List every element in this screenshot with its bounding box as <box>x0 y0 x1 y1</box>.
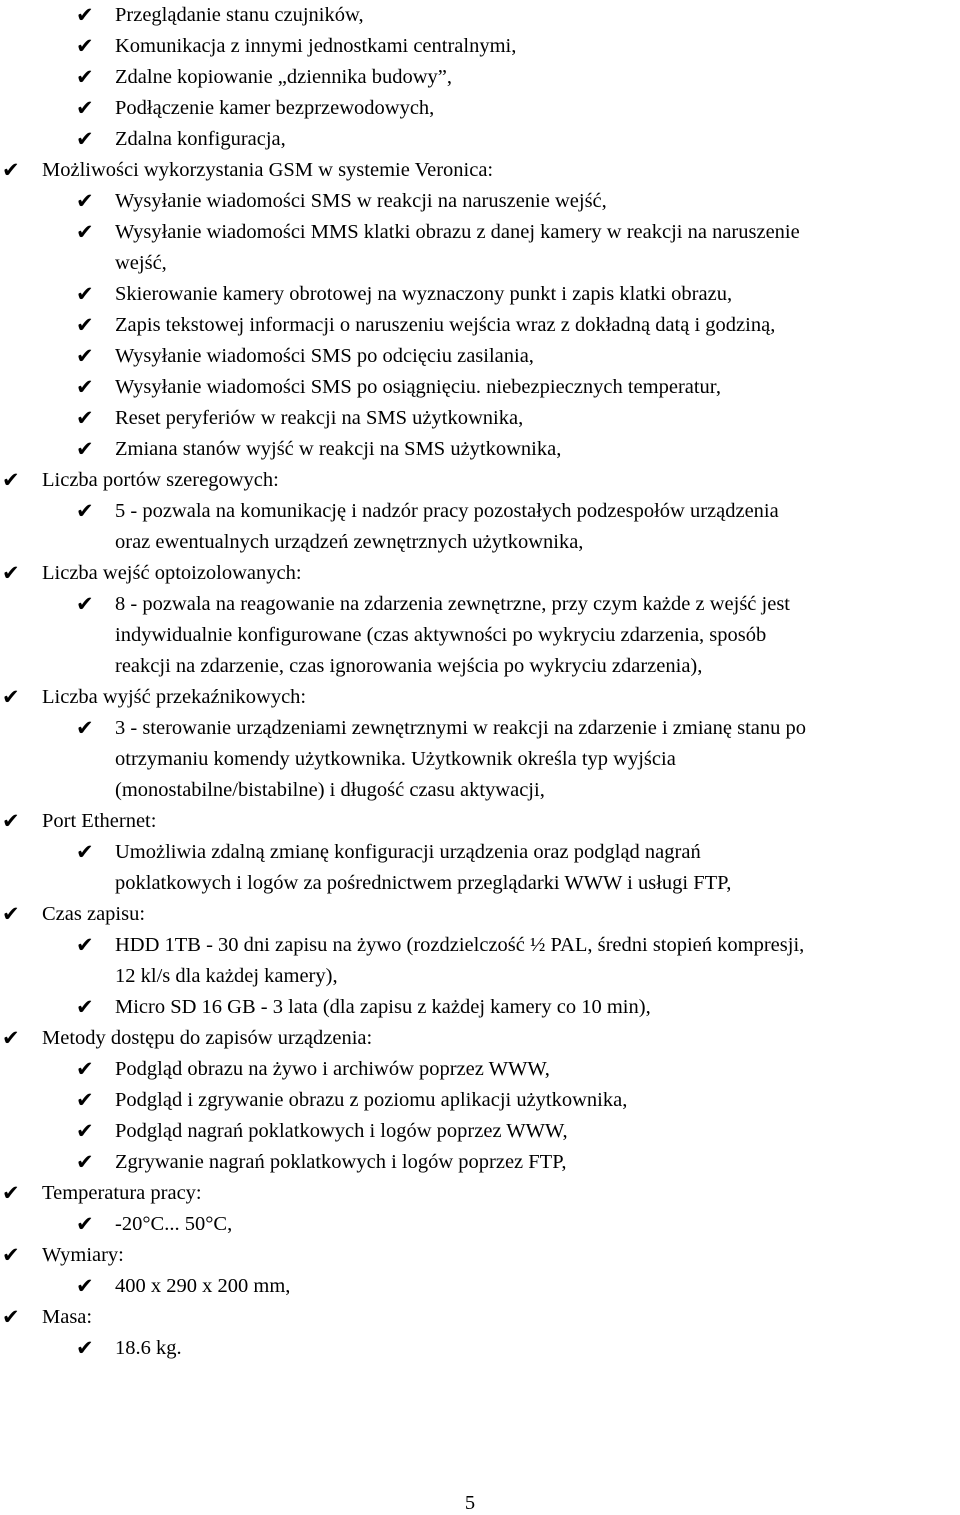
list-item-continuation <box>0 527 960 558</box>
list-item-text: 3 - sterowanie urządzeniami zewnętrznymi w reakcji na zdarzenie i zmianę stanu po <box>115 717 806 739</box>
list-item-text: otrzymaniu komendy użytkownika. Użytkownik określa typ wyjścia <box>115 748 676 770</box>
list-item <box>0 124 960 155</box>
list-item-text: Możliwości wykorzystania GSM w systemie Veronica: <box>42 159 494 181</box>
list-item-text: wejść, <box>115 252 167 274</box>
list-item-text: 400 x 290 x 200 mm, <box>115 1275 291 1297</box>
list-item-continuation <box>0 248 960 279</box>
list-item <box>0 341 960 372</box>
checkmark-icon: ✔ <box>76 1274 94 1298</box>
list-item-heading <box>0 682 960 713</box>
list-item-heading <box>0 465 960 496</box>
list-item-text: Umożliwia zdalną zmianę konfiguracji urządzenia oraz podgląd nagrań <box>115 841 701 863</box>
checkmark-icon: ✔ <box>76 499 94 523</box>
list-item-text: indywidualnie konfigurowane (czas aktywności po wykryciu zdarzenia, sposób <box>115 624 767 646</box>
checkmark-icon: ✔ <box>76 3 94 27</box>
list-item-text: Masa: <box>42 1306 93 1328</box>
list-item <box>0 310 960 341</box>
list-item-continuation <box>0 961 960 992</box>
checkmark-icon: ✔ <box>76 127 94 151</box>
list-item-text: Zapis tekstowej informacji o naruszeniu wejścia wraz z dokładną datą i godziną, <box>115 314 776 336</box>
list-item-text: Reset peryferiów w reakcji na SMS użytkownika, <box>115 407 524 429</box>
list-item <box>0 713 960 744</box>
list-item-heading <box>0 558 960 589</box>
checkmark-icon: ✔ <box>76 189 94 213</box>
list-item-text: Czas zapisu: <box>42 903 146 925</box>
list-item-text: Wysyłanie wiadomości SMS po odcięciu zasilania, <box>115 345 534 367</box>
checkmark-icon: ✔ <box>76 96 94 120</box>
list-item-text: oraz ewentualnych urządzeń zewnętrznych użytkownika, <box>115 531 584 553</box>
list-item <box>0 372 960 403</box>
checkmark-icon: ✔ <box>2 561 20 585</box>
list-item <box>0 1116 960 1147</box>
checkmark-icon: ✔ <box>2 1305 20 1329</box>
checkmark-icon: ✔ <box>76 1212 94 1236</box>
list-item-text: -20°C... 50°C, <box>115 1213 233 1235</box>
list-item <box>0 217 960 248</box>
checkmark-icon: ✔ <box>2 809 20 833</box>
list-item <box>0 93 960 124</box>
list-item-text: reakcji na zdarzenie, czas ignorowania wejścia po wykryciu zdarzenia), <box>115 655 703 677</box>
list-item-text: poklatkowych i logów za pośrednictwem przeglądarki WWW i usługi FTP, <box>115 872 732 894</box>
list-item-text: Micro SD 16 GB - 3 lata (dla zapisu z każdej kamery co 10 min), <box>115 996 651 1018</box>
checkmark-icon: ✔ <box>76 344 94 368</box>
list-item <box>0 1085 960 1116</box>
checkmark-icon: ✔ <box>76 437 94 461</box>
checkmark-icon: ✔ <box>2 685 20 709</box>
list-item-continuation <box>0 620 960 651</box>
list-item <box>0 930 960 961</box>
checkmark-icon: ✔ <box>76 1088 94 1112</box>
list-item <box>0 1209 960 1240</box>
list-item-heading <box>0 1240 960 1271</box>
list-item-heading <box>0 1023 960 1054</box>
checkmark-icon: ✔ <box>2 1181 20 1205</box>
list-item-heading <box>0 155 960 186</box>
list-item-text: Zdalne kopiowanie „dziennika budowy”, <box>115 66 452 88</box>
list-item-text: Przeglądanie stanu czujników, <box>115 4 364 26</box>
list-item <box>0 837 960 868</box>
list-item <box>0 279 960 310</box>
list-item-text: Zmiana stanów wyjść w reakcji na SMS użytkownika, <box>115 438 562 460</box>
list-item <box>0 1271 960 1302</box>
list-item <box>0 0 960 31</box>
list-item-text: Port Ethernet: <box>42 810 157 832</box>
checkmark-icon: ✔ <box>76 1057 94 1081</box>
checkmark-icon: ✔ <box>76 65 94 89</box>
list-item-text: Wysyłanie wiadomości SMS w reakcji na naruszenie wejść, <box>115 190 607 212</box>
list-item-text: Wysyłanie wiadomości SMS po osiągnięciu. niebezpiecznych temperatur, <box>115 376 721 398</box>
list-item-heading <box>0 806 960 837</box>
list-item-heading <box>0 1302 960 1333</box>
list-item-text: 12 kl/s dla każdej kamery), <box>115 965 338 987</box>
page-number: 5 <box>464 1492 476 1514</box>
list-item-continuation <box>0 775 960 806</box>
list-item-continuation <box>0 868 960 899</box>
list-item-text: 18.6 kg. <box>115 1337 182 1359</box>
list-item-text: Temperatura pracy: <box>42 1182 202 1204</box>
list-item-text: Zdalna konfiguracja, <box>115 128 286 150</box>
list-item-text: Podłączenie kamer bezprzewodowych, <box>115 97 435 119</box>
list-item-continuation <box>0 651 960 682</box>
checkmark-icon: ✔ <box>76 1150 94 1174</box>
list-item-text: Podgląd obrazu na żywo i archiwów poprzez WWW, <box>115 1058 550 1080</box>
list-item-text: Podgląd nagrań poklatkowych i logów poprzez WWW, <box>115 1120 568 1142</box>
list-item-text: Komunikacja z innymi jednostkami centralnymi, <box>115 35 517 57</box>
checkmark-icon: ✔ <box>76 220 94 244</box>
list-item-text: 8 - pozwala na reagowanie na zdarzenia zewnętrzne, przy czym każde z wejść jest <box>115 593 790 615</box>
checkmark-icon: ✔ <box>2 1026 20 1050</box>
checkmark-icon: ✔ <box>76 1336 94 1360</box>
list-item-text: Wymiary: <box>42 1244 124 1266</box>
list-item-text: Zgrywanie nagrań poklatkowych i logów poprzez FTP, <box>115 1151 567 1173</box>
list-item-text: Liczba wyjść przekaźnikowych: <box>42 686 307 708</box>
checkmark-icon: ✔ <box>76 995 94 1019</box>
checkmark-icon: ✔ <box>76 840 94 864</box>
list-item <box>0 1054 960 1085</box>
checkmark-icon: ✔ <box>76 313 94 337</box>
list-item <box>0 31 960 62</box>
list-item-continuation <box>0 744 960 775</box>
list-item <box>0 403 960 434</box>
list-item-text: Liczba wejść optoizolowanych: <box>42 562 302 584</box>
list-item <box>0 186 960 217</box>
list-item <box>0 992 960 1023</box>
checkmark-icon: ✔ <box>76 282 94 306</box>
checkmark-icon: ✔ <box>76 933 94 957</box>
list-item-text: Podgląd i zgrywanie obrazu z poziomu aplikacji użytkownika, <box>115 1089 628 1111</box>
list-item <box>0 1147 960 1178</box>
list-item-text: Wysyłanie wiadomości MMS klatki obrazu z danej kamery w reakcji na naruszenie <box>115 221 800 243</box>
list-item-text: 5 - pozwala na komunikację i nadzór pracy pozostałych podzespołów urządzenia <box>115 500 779 522</box>
list-item-text: Liczba portów szeregowych: <box>42 469 279 491</box>
checkmark-icon: ✔ <box>76 592 94 616</box>
checkmark-icon: ✔ <box>76 1119 94 1143</box>
list-item <box>0 496 960 527</box>
list-item-text: HDD 1TB - 30 dni zapisu na żywo (rozdzielczość ½ PAL, średni stopień kompresji, <box>115 934 805 956</box>
checkmark-icon: ✔ <box>76 34 94 58</box>
list-item-text: Metody dostępu do zapisów urządzenia: <box>42 1027 373 1049</box>
checkmark-icon: ✔ <box>2 1243 20 1267</box>
checkmark-icon: ✔ <box>76 406 94 430</box>
checkmark-icon: ✔ <box>76 716 94 740</box>
list-item <box>0 62 960 93</box>
list-item-heading <box>0 899 960 930</box>
list-item <box>0 434 960 465</box>
checkmark-icon: ✔ <box>76 375 94 399</box>
list-item <box>0 589 960 620</box>
list-item-text: Skierowanie kamery obrotowej na wyznaczony punkt i zapis klatki obrazu, <box>115 283 733 305</box>
list-item-text: (monostabilne/bistabilne) i długość czasu aktywacji, <box>115 779 545 801</box>
list-item-heading <box>0 1178 960 1209</box>
checkmark-icon: ✔ <box>2 902 20 926</box>
checkmark-icon: ✔ <box>2 468 20 492</box>
list-item <box>0 1333 960 1364</box>
checkmark-icon: ✔ <box>2 158 20 182</box>
